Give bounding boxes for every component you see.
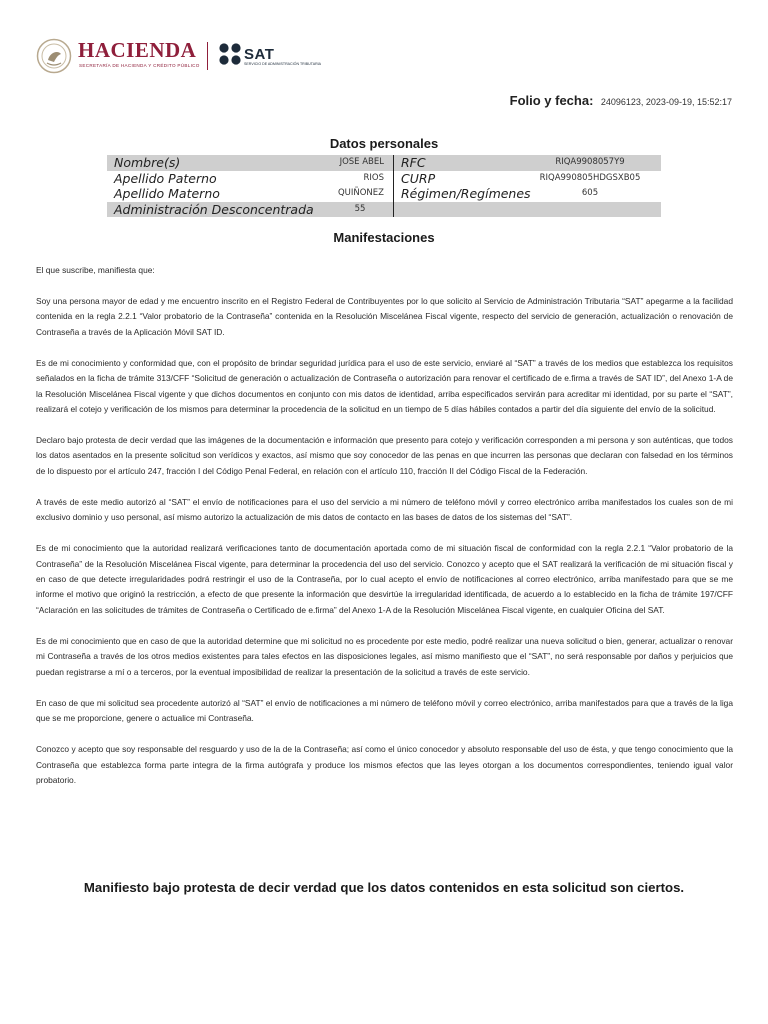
field-label: Régimen/Regímenes xyxy=(401,186,531,201)
paragraph: A través de este medio autorizó al “SAT” el envío de notificaciones para el uso del servicio a mi número de teléfono móvil y correo electrónico arriba manifestados los cuales son de mi exclusivo dominio y uso personal, así mismo autorizo la actualización de mis datos de contacto en las bases de datos de los sistemas del “SAT”. xyxy=(36,496,733,523)
field-value: RIQA990805HDGSXB05 xyxy=(539,172,641,183)
field-label: Nombre(s) xyxy=(114,155,181,170)
header-logos xyxy=(36,36,356,76)
field-value: QUIÑONEZ xyxy=(337,188,384,198)
folio-label: Folio y fecha: xyxy=(509,93,594,108)
field-label: Apellido Materno xyxy=(114,186,220,201)
table-divider xyxy=(393,155,394,217)
paragraph: Declaro bajo protesta de decir verdad que las imágenes de la documentación e información que presento para cotejo y verificación corresponden a mi persona y son auténticas, que todos los datos asentados en la presente solicitud son verídicos y exactos, así mismo que soy conocedor de las penas en que incurren las personas que declaran con falsedad en los términos de lo dispuesto por el artículo 247, fracción I del Código Penal Federal, en relación con el artículo 110, fracción II del Código Fiscal de la Federación. xyxy=(36,435,733,476)
logo-divider xyxy=(207,42,208,70)
field-value: JOSE ABEL xyxy=(339,157,384,167)
table-row xyxy=(107,171,661,187)
field-label: Administración Desconcentrada xyxy=(114,201,314,217)
manifestaciones-body xyxy=(36,263,733,804)
paragraph: Soy una persona mayor de edad y me encuentro inscrito en el Registro Federal de Contribuyentes por lo que solicito al Servicio de Administración Tributaria “SAT” apegarme a la facilidad contenida en la regla 2.2.1 “Valor probatorio de la Contraseña” contenida en la Resolución Miscelánea Fiscal vigente, respecto del servicio de generación, actualización o renovación de Contraseña a través de la Aplicación Móvil SAT ID. xyxy=(36,296,733,337)
paragraph: Es de mi conocimiento que la autoridad realizará verificaciones tanto de documentación aportada como de mi situación fiscal de conformidad con la regla 2.2.1 “Valor probatorio de la Contraseña” de la Resolución Miscelánea Fiscal vigente, para determinar la procedencia del uso del servicio. Conozco y acepto que el SAT realizará la verificación de mi situación fiscal y en caso de que detecte irregularidades podrá restringir el uso de la Contraseña, por lo cual acepto el envío de notificaciones al correo electrónico, arriba manifestado para que se me informe el motivo que originó la restricción, a efecto de que presente la información que desvirtúe la irregularidad identificada, de acuerdo a lo establecido en la ficha de trámite 197/CFF “Aclaración en las solicitudes de trámites de Contraseña o Certificado de e.firma” del Anexo 1-A de la Resolución Miscelánea Fiscal vigente, en cualquier Oficina del SAT. xyxy=(36,543,733,615)
paragraph: En caso de que mi solicitud sea procedente autorizó al “SAT” el envío de notificaciones a mi número de teléfono móvil y correo electrónico, arriba manifestados para que a través de la liga que se me proporcione, genere o actualice mi Contraseña. xyxy=(36,697,733,724)
field-value: 55 xyxy=(354,203,366,214)
folio-value: 24096123, 2023-09-19, 15:52:17 xyxy=(600,97,732,107)
paragraph: Es de mi conocimiento que en caso de que la autoridad determine que mi solicitud no es procedente por este medio, podré realizar una nueva solicitud o bien, generar, actualizar o renovar mi Contraseña a través de los otros medios existentes para tales efectos en las disposiciones legales, así mismo manifiesto que el “SAT”, no será responsable por daños y perjuicios que puedan registrarse a mí o a terceros, por la eventual imposibilidad de realizar la presentación de la solicitud a través de este servicio. xyxy=(36,635,733,677)
paragraph: El que suscribe, manifiesta que: xyxy=(36,265,155,275)
hacienda-title: HACIENDA xyxy=(78,38,197,62)
field-value: RIOS xyxy=(363,172,384,183)
sat-logo-icon xyxy=(218,42,242,66)
paragraph: Es de mi conocimiento y conformidad que, con el propósito de brindar seguridad jurídica para el uso de este servicio, enviaré al “SAT” a través de los medios que establezca los requisitos señalados en la ficha de trámite 313/CFF “Solicitud de generación o actualización de Contraseña o autorización para renovar el certificado de e.firma a través de SAT ID”, del Anexo 1-A de la Resolución Miscelánea Fiscal vigente y que dichos documentos en conjunto con mis datos de identidad, arriba especificados servirán para acreditar mi identidad, por su parte el “SAT”, realizará el cotejo y verificación de los mismos para determinar la procedencia de la solicitud en un tiempo de 5 días hábiles contados a partir del día siguiente del envío de la solicitud. xyxy=(36,357,733,415)
personal-data-table xyxy=(107,155,661,217)
field-label: CURP xyxy=(401,170,436,186)
table-row xyxy=(107,155,661,171)
field-value: 605 xyxy=(581,188,599,198)
personal-data-title: Datos personales xyxy=(329,136,439,151)
sat-title: SAT xyxy=(244,46,275,63)
manifestaciones-title: Manifestaciones xyxy=(333,230,435,245)
closing-statement: Manifiesto bajo protesta de decir verdad que los datos contenidos en esta solicitud son ciertos. xyxy=(83,880,685,895)
field-label: Apellido Paterno xyxy=(114,170,217,186)
table-row xyxy=(107,202,661,218)
coat-of-arms-icon xyxy=(36,38,72,74)
field-label: RFC xyxy=(401,155,426,170)
sat-subtitle: SERVICIO DE ADMINISTRACIÓN TRIBUTARIA xyxy=(244,62,322,66)
hacienda-subtitle: SECRETARÍA DE HACIENDA Y CRÉDITO PÚBLICO xyxy=(79,63,200,68)
folio-line xyxy=(510,92,732,110)
paragraph: Conozco y acepto que soy responsable del resguardo y uso de la de la Contraseña; así como el único conocedor y absoluto responsable del uso de ésta, y que tengo conocimiento que la Contraseña que establezca forma parte integra de la firma autógrafa y produce los mismos efectos que las leyes otorgan a los documentos correspondientes, teniendo igual valor probatorio. xyxy=(36,744,733,785)
field-value: RIQA9908057Y9 xyxy=(555,157,625,167)
table-row xyxy=(107,186,661,202)
